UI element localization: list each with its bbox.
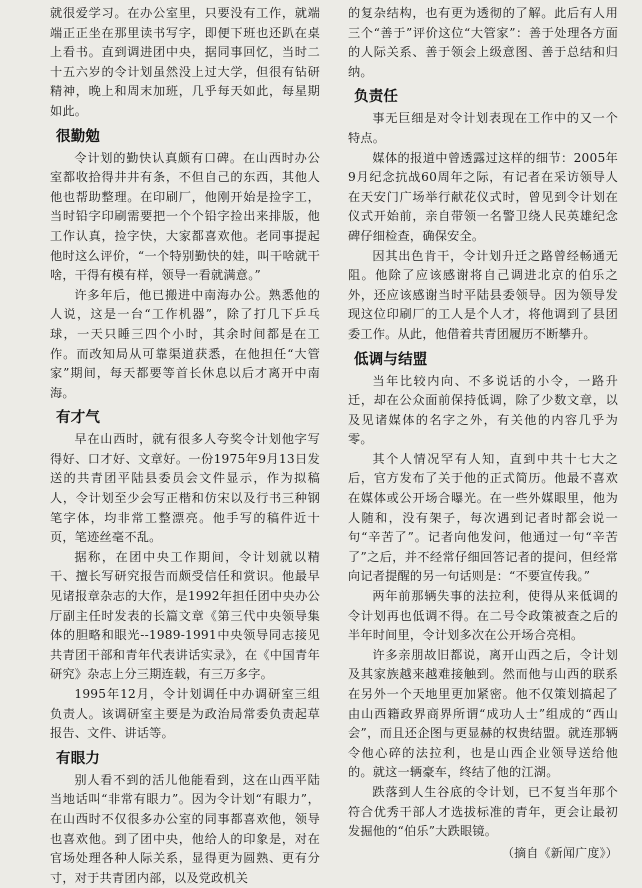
source-credit: （摘自《新闻广度》） xyxy=(501,845,618,860)
paragraph: 令计划的勤快认真颇有口碑。在山西时办公室都收拾得井井有条，不但自己的东西，其他人他也帮助整理。在印刷厂，他刚开始是捡字工，当时铅字印刷需要把一个个铅字捡出来排版，他工作认真，捡字快，大家都喜欢他。老同事提起他时这么评价，“一个特别勤快的娃，叫干啥就干啥，干得有模有样，领导一看就满意。” xyxy=(50,150,320,283)
paragraph: 因其出色肯干，令计划升迁之路曾经畅通无阻。他除了应该感谢将自己调进北京的伯乐之外，还应该感谢当时平陆县委领导。因为领导发现这位印刷厂的工人是个人才，将他调到了县团委工作。从此，他借着共青团履历不断攀升。 xyxy=(348,248,618,341)
paragraph: 的复杂结构，也有更为透彻的了解。此后有人用三个“善于”评价这位“大管家”：善于处理各方面的人际关系、善于领会上级意图、善于总结和归纳。 xyxy=(348,6,618,79)
section-heading-discernment: 有眼力 xyxy=(56,750,101,767)
paragraph: 许多亲朋故旧都说，离开山西之后，令计划及其家族越来越难接触到。然而他与山西的联系在另外一个天地里更加紧密。他不仅策划搞起了由山西籍政界商界所谓“成功人士”组成的“西山会”，而且还企图与更显赫的权贵结盟。就连那辆令他心碎的法拉利，也是山西企业领导送给他的。就这一辆豪车，终结了他的江湖。 xyxy=(348,647,618,780)
section-heading-diligent: 很勤勉 xyxy=(56,128,101,145)
section-heading-low-profile: 低调与结盟 xyxy=(354,351,428,368)
section-heading-responsible: 负责任 xyxy=(354,89,399,106)
right-column xyxy=(348,4,618,860)
paragraph: 两年前那辆失事的法拉利，使得从来低调的令计划再也低调不得。在二号令政策被查之后的半年时间里，令计划多次在公开场合亮相。 xyxy=(348,589,618,643)
paragraph: 跌落到人生谷底的令计划，已不复当年那个符合优秀干部人才选拔标准的青年，更会让最初发掘他的“伯乐”大跌眼镜。 xyxy=(348,784,618,839)
paragraph: 1995年12月，令计划调任中办调研室三组负责人。该调研室主要是为政治局常委负责起草报告、文件、讲话等。 xyxy=(50,687,320,741)
paragraph: 许多年后，他已搬进中南海办公。熟悉他的人说，这是一台“工作机器”，除了打几下乒乓球，一天只睡三四个小时，其余时间都是在工作。而改知局从可靠渠道获悉，在他担任“大管家”期间，每天都要等首长休息以后才离开中南海。 xyxy=(50,287,320,400)
section-heading-talent: 有才气 xyxy=(56,410,101,427)
left-column xyxy=(50,4,320,885)
paragraph: 其个人情况罕有人知，直到中共十七大之后，官方发布了关于他的正式简历。他最不喜欢在媒体或公开场合曝光。在一些外媒眼里，他为人随和，没有架子，每次遇到记者时都会说一句“辛苦了”。记者向他发问，他通过一句“辛苦了”之后，并不经常仔细回答记者的提问，但经常向记者提醒的另一句话则是：“不要宣传我。” xyxy=(348,451,618,584)
paragraph: 媒体的报道中曾透露过这样的细节：2005年9月纪念抗战60周年之际，有记者在采访领导人在天安门广场举行献花仪式时，曾见到令计划在仪式开始前，亲自带领一名警卫绕人民英雄纪念碑仔细检查，确保安全。 xyxy=(348,150,618,243)
paragraph: 就很爱学习。在办公室里，只要没有工作，就端端正正坐在那里读书写字，即便下班也还趴在桌上看书。直到调进团中央，据同事回忆，当时二十五六岁的令计划虽然没上过大学，但很有钻研精神，晚上和周末加班，几乎每天如此，每星期如此。 xyxy=(50,6,320,118)
paragraph: 早在山西时，就有很多人夸奖令计划他字写得好、口才好、文章好。一份1975年9月13日发送的共青团平陆县委员会文件显示，作为拟稿人，令计划至少会写正楷和仿宋以及行书三种钢笔字体，均非常工整漂亮。他手写的稿件近十页，笔迹丝毫不乱。 xyxy=(50,432,320,545)
paragraph: 别人看不到的活儿他能看到，这在山西平陆当地话叫“非常有眼力”。因为令计划“有眼力”，在山西时不仅很多办公室的同事都喜欢他，领导也喜欢他。到了团中央，他给人的印象是，对在官场处理各种人际关系，显得更为圆熟、更有分寸，对于共青团内部，以及党政机关 xyxy=(50,772,320,885)
paragraph: 当年比较内向、不多说话的小令，一路升迁，却在公众面前保持低调，除了少数文章，以及见诸媒体的名字之外，有关他的内容几乎为零。 xyxy=(348,373,618,447)
paragraph: 事无巨细是对令计划表现在工作中的又一个特点。 xyxy=(348,111,618,145)
paragraph: 据称，在团中央工作期间，令计划就以精干、擅长写研究报告而颇受信任和赏识。他最早见诸报章杂志的大作，是1992年担任团中央办公厅副主任时发表的长篇文章《第三代中央领导集体的胆略和眼光--1989-1991中央领导同志接见共青团干部和青年代表讲话实录》，在《中国青年研究》杂志上分三期连载，有三万多字。 xyxy=(50,549,320,682)
